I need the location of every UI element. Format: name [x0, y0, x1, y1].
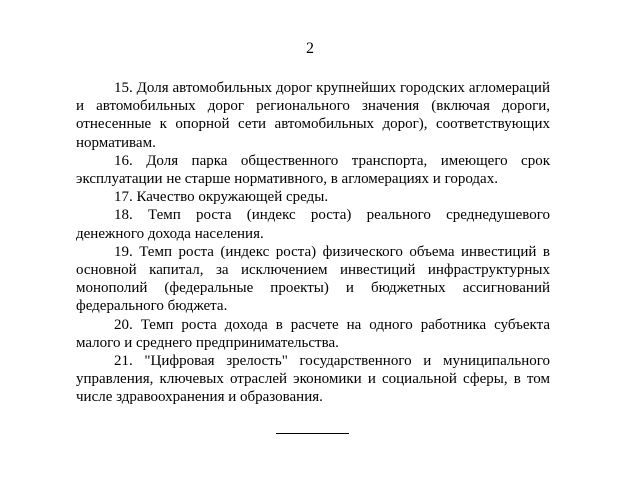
list-item-15: 15. Доля автомобильных дорог крупнейших городских агломераций и автомобильных дорог регионального значения (включая дороги, отнесенные к опорной сети автомобильных дорог), соответствующих нормативам.: [76, 80, 550, 151]
list-item-18: 18. Темп роста (индекс роста) реального среднедушевого денежного дохода населения.: [76, 207, 550, 242]
list-item-19: 19. Темп роста (индекс роста) физического объема инвестиций в основной капитал, за исключением инвестиций инфраструктурных монополий (федеральные проекты) и бюджетных ассигнований федерального бюджета.: [76, 243, 550, 315]
page-number: 2: [306, 40, 314, 57]
list-item-20: 20. Темп роста дохода в расчете на одного работника субъекта малого и среднего предпринимательства.: [76, 316, 550, 351]
list-item-17: 17. Качество окружающей среды.: [114, 189, 329, 206]
list-item-21: 21. "Цифровая зрелость" государственного и муниципального управления, ключевых отраслей экономики и социальной сферы, в том числе здравоохранения и образования.: [76, 353, 550, 406]
end-divider: [276, 433, 349, 434]
indicator-list: [76, 79, 550, 407]
list-item-16: 16. Доля парка общественного транспорта, имеющего срок эксплуатации не старше нормативного, в агломерациях и городах.: [76, 152, 550, 188]
